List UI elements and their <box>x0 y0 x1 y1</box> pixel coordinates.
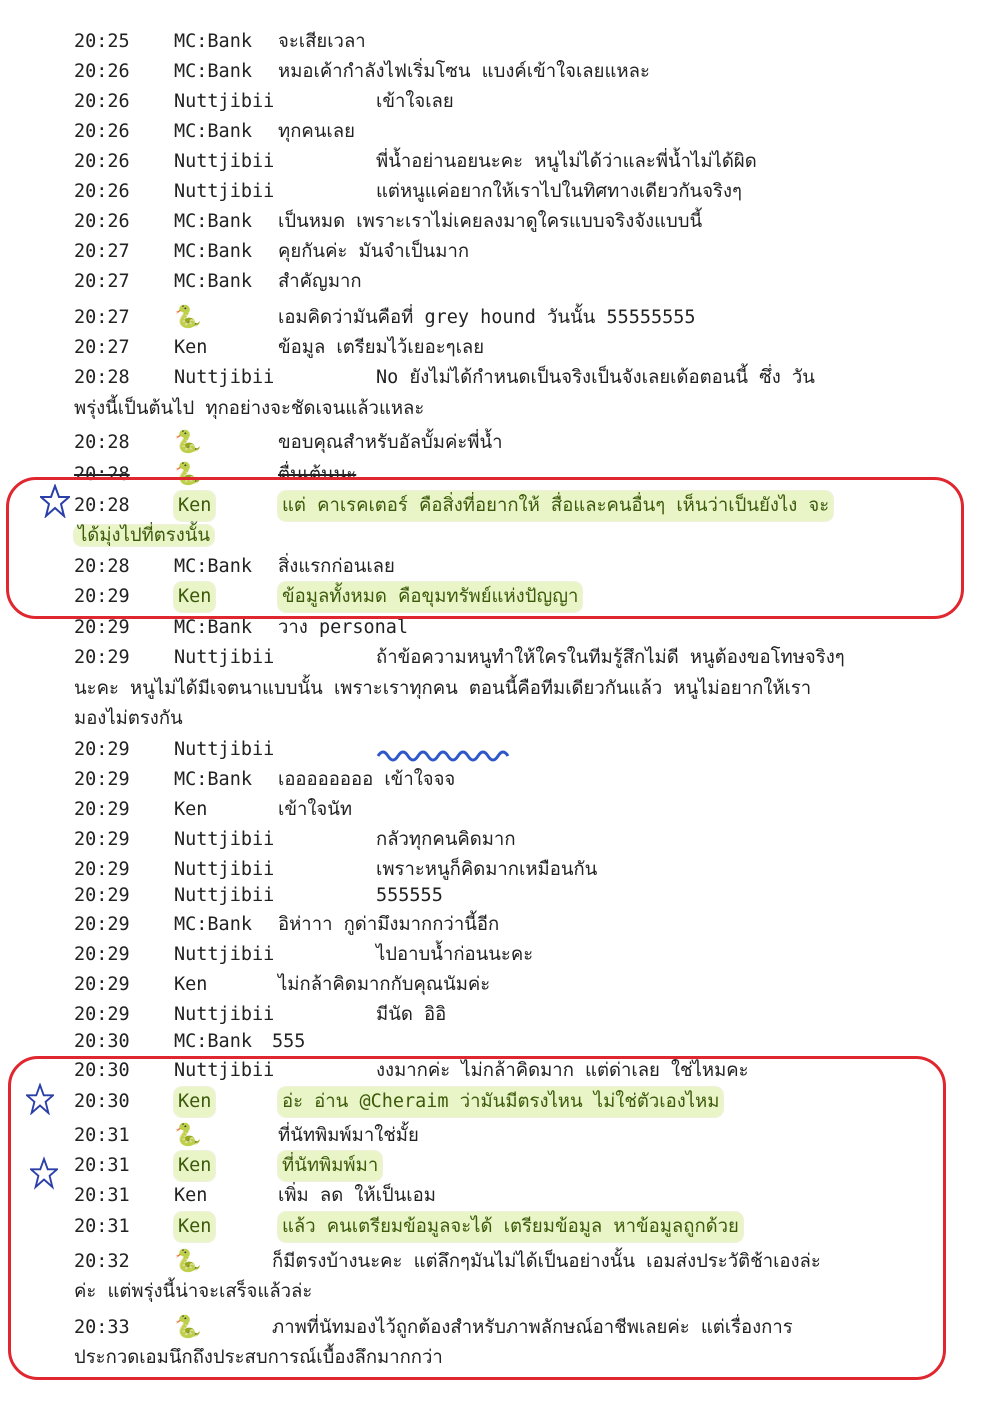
timestamp: 20:29 <box>74 617 130 638</box>
timestamp: 20:26 <box>74 211 130 232</box>
sender-name: MC:Bank <box>174 121 252 142</box>
message-text: ถ้าข้อความหนูทำให้ใครในทีมรู้สึกไม่ดี หนูต้องขอโทษจริงๆ <box>376 647 845 668</box>
message-text: แล้ว คนเตรียมข้อมูลจะได้ เตรียมข้อมูล หาข้อมูลถูกด้วย <box>278 1212 743 1242</box>
sender-name: Ken <box>174 337 208 358</box>
timestamp: 20:30 <box>74 1060 130 1081</box>
timestamp: 20:29 <box>74 739 130 760</box>
message-text: ข้อมูลทั้งหมด คือขุมทรัพย์แห่งปัญญา <box>278 582 582 612</box>
message-text: เข้าใจเลย <box>376 91 454 112</box>
wavy-line-icon <box>376 742 516 762</box>
sender-name: MC:Bank <box>174 31 252 52</box>
sender-name: Nuttjibii <box>174 367 275 388</box>
hand-drawn-star-icon <box>26 1083 54 1115</box>
snake-emoji-icon: 🐍 <box>174 1123 202 1148</box>
message-text: สำคัญมาก <box>278 271 362 292</box>
red-annotation-box <box>8 1056 946 1380</box>
timestamp: 20:29 <box>74 859 130 880</box>
timestamp: 20:26 <box>74 181 130 202</box>
message-continuation-text: ได้มุ่งไปที่ตรงนั้น <box>74 525 214 546</box>
snake-emoji-icon: 🐍 <box>174 1315 202 1340</box>
timestamp: 20:29 <box>74 829 130 850</box>
message-text: ภาพที่นัทมองไว้ถูกต้องสำหรับภาพลักษณ์อาชีพเลยค่ะ แต่เรื่องการ <box>272 1317 793 1338</box>
message-text: แต่หนูแค่อยากให้เราไปในทิศทางเดียวกันจริงๆ <box>376 181 742 202</box>
snake-emoji-icon: 🐍 <box>174 462 202 487</box>
timestamp: 20:27 <box>74 241 130 262</box>
timestamp: 20:30 <box>74 1091 130 1112</box>
timestamp: 20:29 <box>74 586 130 607</box>
timestamp: 20:33 <box>74 1317 130 1338</box>
timestamp: 20:26 <box>74 91 130 112</box>
message-text: ที่นัทพิมพ์มาใช่มั้ย <box>278 1125 419 1146</box>
timestamp: 20:29 <box>74 647 130 668</box>
timestamp: 20:31 <box>74 1185 130 1206</box>
timestamp: 20:31 <box>74 1125 130 1146</box>
sender-name: Nuttjibii <box>174 944 275 965</box>
timestamp: 20:27 <box>74 337 130 358</box>
timestamp: 20:29 <box>74 974 130 995</box>
red-annotation-box <box>6 477 964 619</box>
timestamp: 20:25 <box>74 31 130 52</box>
message-text: อ่ะ อ่าน @Cheraim ว่ามันมีตรงไหน ไม่ใช่ตัวเองไหม <box>278 1087 723 1117</box>
sender-name: Ken <box>174 491 215 521</box>
sender-name: Nuttjibii <box>174 1060 275 1081</box>
sender-name: MC:Bank <box>174 1031 252 1052</box>
timestamp: 20:28 <box>74 432 130 453</box>
timestamp: 20:30 <box>74 1031 130 1052</box>
timestamp: 20:31 <box>74 1216 130 1237</box>
message-text: สิ่งแรกก่อนเลย <box>278 556 395 577</box>
message-text: ทุกคนเลย <box>278 121 355 142</box>
timestamp: 20:28 <box>74 556 130 577</box>
message-text: เป็นหมด เพราะเราไม่เคยลงมาดูใครแบบจริงจังแบบนี้ <box>278 211 703 232</box>
timestamp: 20:32 <box>74 1251 130 1272</box>
hand-drawn-star-icon <box>30 1155 58 1191</box>
sender-name: MC:Bank <box>174 556 252 577</box>
message-text: อิห่าาา กูด่ามึงมากกว่านี้อีก <box>278 914 500 935</box>
sender-name: Ken <box>174 1087 215 1117</box>
sender-name: Nuttjibii <box>174 829 275 850</box>
sender-name: Nuttjibii <box>174 181 275 202</box>
timestamp: 20:31 <box>74 1155 130 1176</box>
message-text: No ยังไม่ได้กำหนดเป็นจริงเป็นจังเลยเด้อตอนนี้ ซึ่ง วัน <box>376 367 815 388</box>
timestamp: 20:29 <box>74 914 130 935</box>
message-text: จะเสียเวลา <box>278 31 366 52</box>
message-text: เข้าใจนัท <box>278 799 353 820</box>
timestamp: 20:26 <box>74 151 130 172</box>
timestamp: 20:28 <box>74 367 130 388</box>
sender-name: Ken <box>174 582 215 612</box>
sender-name: MC:Bank <box>174 617 252 638</box>
message-continuation: พรุ่งนี้เป็นต้นไป ทุกอย่างจะชัดเจนแล้วแหละ <box>74 398 425 419</box>
sender-name: MC:Bank <box>174 61 252 82</box>
sender-name: MC:Bank <box>174 769 252 790</box>
sender-name: Nuttjibii <box>174 859 275 880</box>
timestamp: 20:29 <box>74 1004 130 1025</box>
message-text: พี่น้ำอย่านอยนะคะ หนูไม่ได้ว่าและพี่น้ำไม่ได้ผิด <box>376 151 757 172</box>
snake-emoji-icon: 🐍 <box>174 430 202 455</box>
message-text: เพิ่ม ลด ให้เป็นเอม <box>278 1185 436 1206</box>
timestamp: 20:26 <box>74 61 130 82</box>
timestamp: 20:29 <box>74 944 130 965</box>
message-continuation: มองไม่ตรงกัน <box>74 708 183 729</box>
sender-name: Nuttjibii <box>174 647 275 668</box>
message-text: 555 <box>272 1031 306 1052</box>
message-text: ก็มีตรงบ้างนะคะ แต่ลึกๆมันไม่ได้เป็นอย่างนั้น เอมส่งประวัติช้าเองล่ะ <box>272 1251 821 1272</box>
message-text: ไปอาบน้ำก่อนนะคะ <box>376 944 534 965</box>
sender-name: MC:Bank <box>174 914 252 935</box>
message-text: 555555 <box>376 885 443 906</box>
message-text: เอมคิดว่ามันคือที่ grey hound วันนั้น 55555555 <box>278 307 696 328</box>
message-text: กลัวทุกคนคิดมาก <box>376 829 516 850</box>
timestamp: 20:27 <box>74 307 130 328</box>
sender-name: MC:Bank <box>174 241 252 262</box>
sender-name: Ken <box>174 974 208 995</box>
snake-emoji-icon: 🐍 <box>174 1249 202 1274</box>
sender-name: Nuttjibii <box>174 151 275 172</box>
timestamp: 20:29 <box>74 769 130 790</box>
sender-name: Ken <box>174 1212 215 1242</box>
sender-name: Nuttjibii <box>174 885 275 906</box>
message-text: ขอบคุณสำหรับอัลบั้มค่ะพี่น้ำ <box>278 432 503 453</box>
sender-name: Ken <box>174 1151 215 1181</box>
timestamp: 20:26 <box>74 121 130 142</box>
timestamp: 20:29 <box>74 885 130 906</box>
message-text: ไม่กล้าคิดมากกับคุณนัมค่ะ <box>278 974 491 995</box>
sender-name: Nuttjibii <box>174 91 275 112</box>
message-text: มีนัด อิอิ <box>376 1004 447 1025</box>
message-text: เพราะหนูก็คิดมากเหมือนกัน <box>376 859 598 880</box>
message-text: งงมากค่ะ ไม่กล้าคิดมาก แต่ด่าเลย ใช่ไหมคะ <box>376 1060 749 1081</box>
message-text: ตื่นเต้นนะ <box>278 464 357 485</box>
message-text: เออออออออ เข้าใจจจ <box>278 769 456 790</box>
message-continuation: นะคะ หนูไม่ได้มีเจตนาแบบนั้น เพราะเราทุกคน ตอนนี้คือทีมเดียวกันแล้ว หนูไม่อยากให้เรา <box>74 678 812 699</box>
message-text: แต่ คาเรคเตอร์ คือสิ่งที่อยากให้ สื่อและคนอื่นๆ เห็นว่าเป็นยังไง จะ <box>278 491 833 521</box>
message-text: คุยกันค่ะ มันจำเป็นมาก <box>278 241 470 262</box>
hand-drawn-star-icon <box>40 484 70 518</box>
message-text: ที่นัทพิมพ์มา <box>278 1151 382 1181</box>
message-text: หมอเค้ากำลังไฟเริ่มโซน แบงค์เข้าใจเลยแหละ <box>278 61 650 82</box>
message-text: ข้อมูล เตรียมไว้เยอะๆเลย <box>278 337 485 358</box>
timestamp: 20:29 <box>74 799 130 820</box>
sender-name: Ken <box>174 1185 208 1206</box>
timestamp: 20:28 <box>74 495 130 516</box>
snake-emoji-icon: 🐍 <box>174 305 202 330</box>
sender-name: MC:Bank <box>174 271 252 292</box>
sender-name: MC:Bank <box>174 211 252 232</box>
timestamp: 20:27 <box>74 271 130 292</box>
sender-name: Ken <box>174 799 208 820</box>
message-continuation: ประกวดเอมนึกถึงประสบการณ์เบื้องลึกมากกว่า <box>74 1347 443 1368</box>
message-continuation: ค่ะ แต่พรุ่งนี้น่าจะเสร็จแล้วล่ะ <box>74 1281 313 1302</box>
timestamp: 20:28 <box>74 464 130 485</box>
message-text: วาง personal <box>278 617 409 638</box>
sender-name: Nuttjibii <box>174 739 275 760</box>
sender-name: Nuttjibii <box>174 1004 275 1025</box>
